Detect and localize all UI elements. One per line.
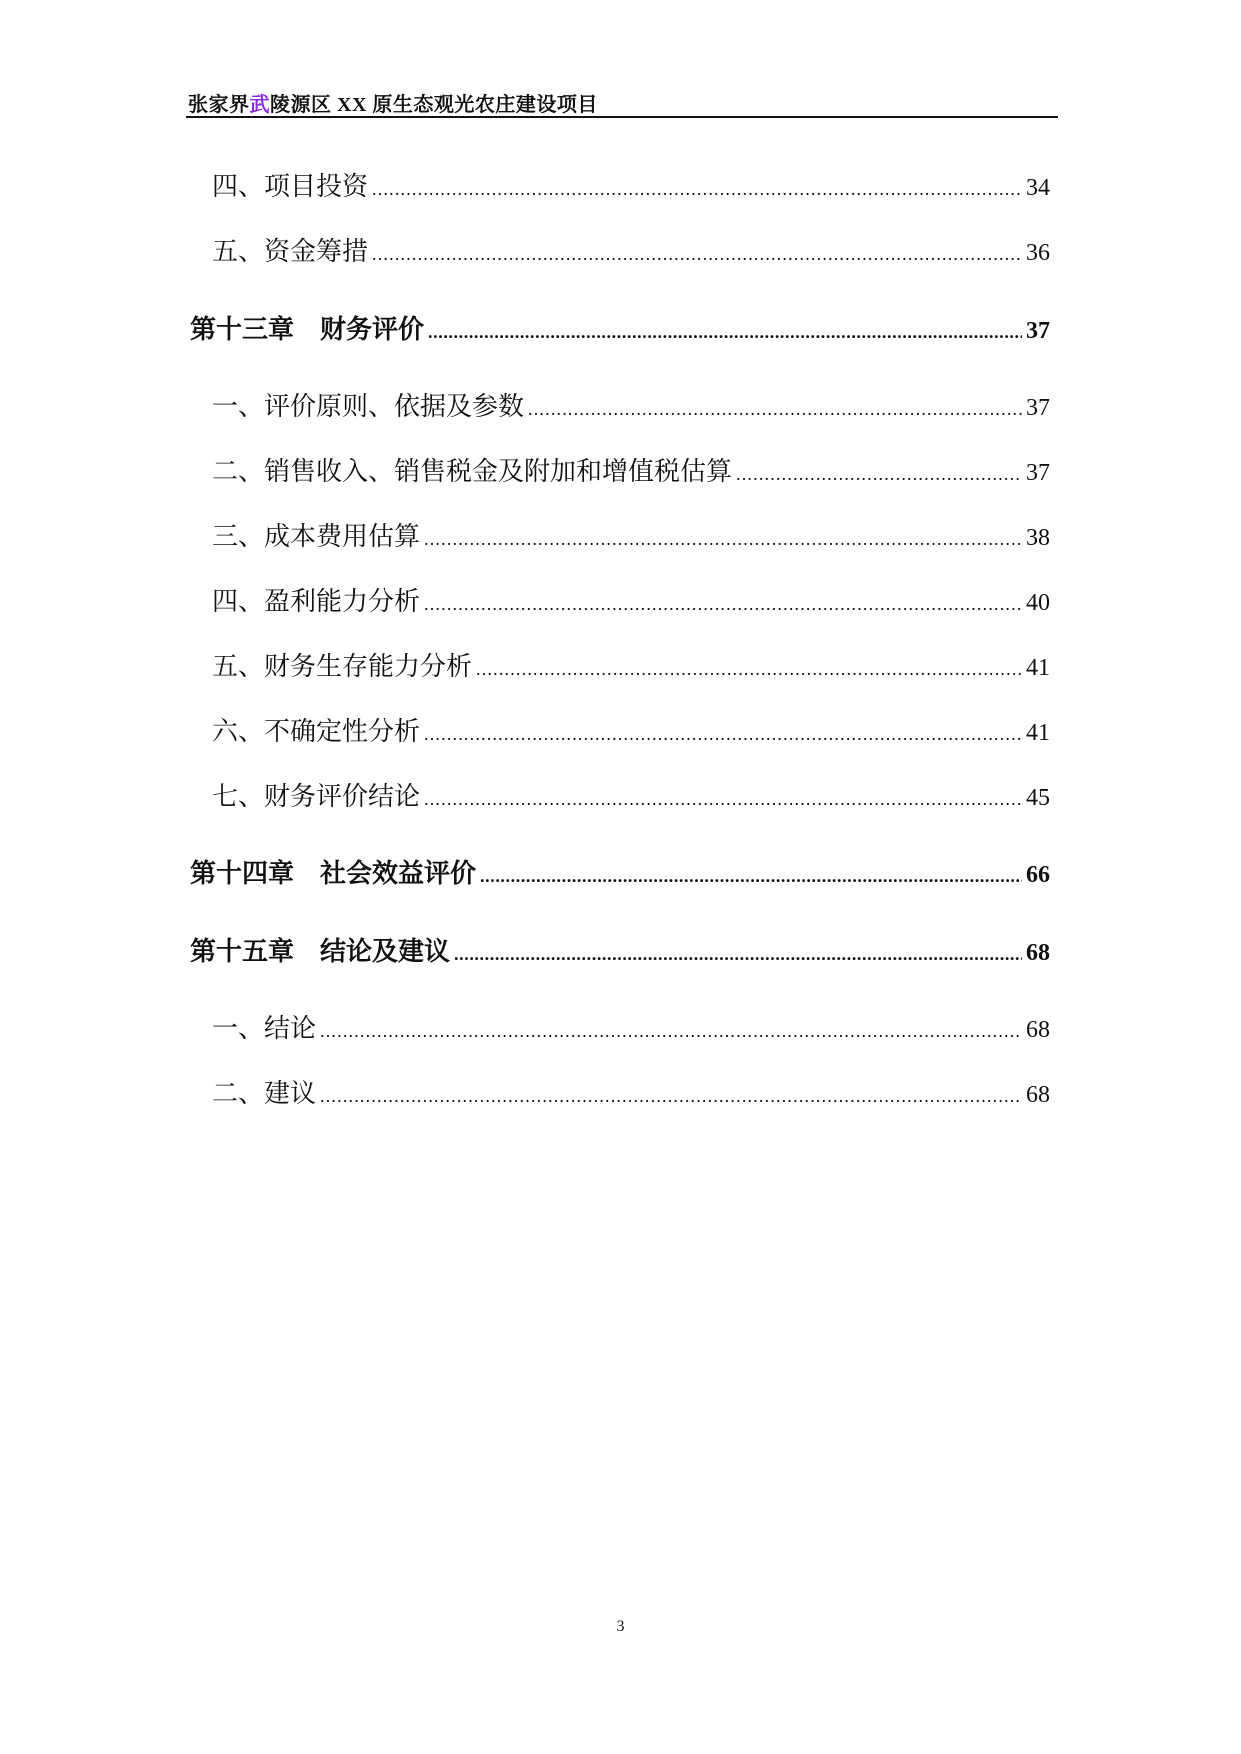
toc-entry-label: 第十三章 财务评价 xyxy=(190,315,425,345)
toc-leader-dots xyxy=(320,1087,1022,1105)
toc-entry-page: 37 xyxy=(1026,395,1050,421)
toc-entry[interactable] xyxy=(212,516,1050,553)
title-prefix: 张家界 xyxy=(188,94,250,116)
toc-leader-dots xyxy=(372,245,1022,263)
toc-chapter-entry[interactable] xyxy=(190,931,1050,968)
title-highlight: 武 xyxy=(249,94,270,116)
toc-leader-dots xyxy=(424,790,1022,808)
toc-entry-label: 二、销售收入、销售税金及附加和增值税估算 xyxy=(212,457,733,487)
toc-entry[interactable] xyxy=(212,166,1050,203)
title-suffix: 陵源区 XX 原生态观光农庄建设项目 xyxy=(270,94,598,116)
toc-entry-label: 二、建议 xyxy=(212,1079,317,1109)
toc-entry[interactable] xyxy=(212,581,1050,618)
toc-entry-page: 68 xyxy=(1026,940,1050,966)
toc-leader-dots xyxy=(424,725,1022,743)
toc-leader-dots xyxy=(424,595,1022,613)
toc-entry[interactable] xyxy=(212,386,1050,423)
toc-entry-label: 第十四章 社会效益评价 xyxy=(190,859,477,889)
toc-entry-label: 四、项目投资 xyxy=(212,172,369,202)
toc-chapter-entry[interactable] xyxy=(190,853,1050,890)
toc-entry-page: 66 xyxy=(1026,862,1050,888)
toc-entry[interactable] xyxy=(212,451,1050,488)
toc-entry-page: 38 xyxy=(1026,525,1050,551)
toc-leader-dots xyxy=(428,323,1022,341)
toc-entry-label: 三、成本费用估算 xyxy=(212,522,421,552)
toc-entry-page: 37 xyxy=(1026,318,1050,344)
toc-leader-dots xyxy=(480,867,1022,885)
toc-entry[interactable] xyxy=(212,231,1050,268)
page-header xyxy=(186,86,1058,118)
toc-entry[interactable] xyxy=(212,1008,1050,1045)
toc-chapter-entry[interactable] xyxy=(190,309,1050,346)
toc-entry-label: 一、评价原则、依据及参数 xyxy=(212,392,525,422)
toc-entry-page: 37 xyxy=(1026,460,1050,486)
toc-entry-page: 68 xyxy=(1026,1082,1050,1108)
toc-entry-page: 41 xyxy=(1026,720,1050,746)
toc-leader-dots xyxy=(736,465,1022,483)
toc-leader-dots xyxy=(528,400,1022,418)
toc-leader-dots xyxy=(372,180,1022,198)
toc-leader-dots xyxy=(320,1022,1022,1040)
toc-entry-page: 41 xyxy=(1026,655,1050,681)
toc-entry-page: 68 xyxy=(1026,1017,1050,1043)
toc-entry[interactable] xyxy=(212,1073,1050,1110)
toc-leader-dots xyxy=(424,530,1022,548)
document-title xyxy=(188,88,598,117)
toc-entry-label: 五、财务生存能力分析 xyxy=(212,652,473,682)
toc-entry-label: 六、不确定性分析 xyxy=(212,717,421,747)
toc-entry-page: 40 xyxy=(1026,590,1050,616)
toc-entry[interactable] xyxy=(212,711,1050,748)
toc-entry-page: 45 xyxy=(1026,785,1050,811)
toc-entry-label: 四、盈利能力分析 xyxy=(212,587,421,617)
toc-entry-label: 第十五章 结论及建议 xyxy=(190,937,451,967)
toc-entry-label: 一、结论 xyxy=(212,1014,317,1044)
toc-leader-dots xyxy=(476,660,1022,678)
toc-entry-page: 34 xyxy=(1026,175,1050,201)
page-number: 3 xyxy=(616,1618,625,1635)
toc-leader-dots xyxy=(454,945,1022,963)
toc-entry[interactable] xyxy=(212,776,1050,813)
toc-entry-page: 36 xyxy=(1026,240,1050,266)
toc-entry-label: 七、财务评价结论 xyxy=(212,782,421,812)
toc-entry-label: 五、资金筹措 xyxy=(212,237,369,267)
toc-entry[interactable] xyxy=(212,646,1050,683)
